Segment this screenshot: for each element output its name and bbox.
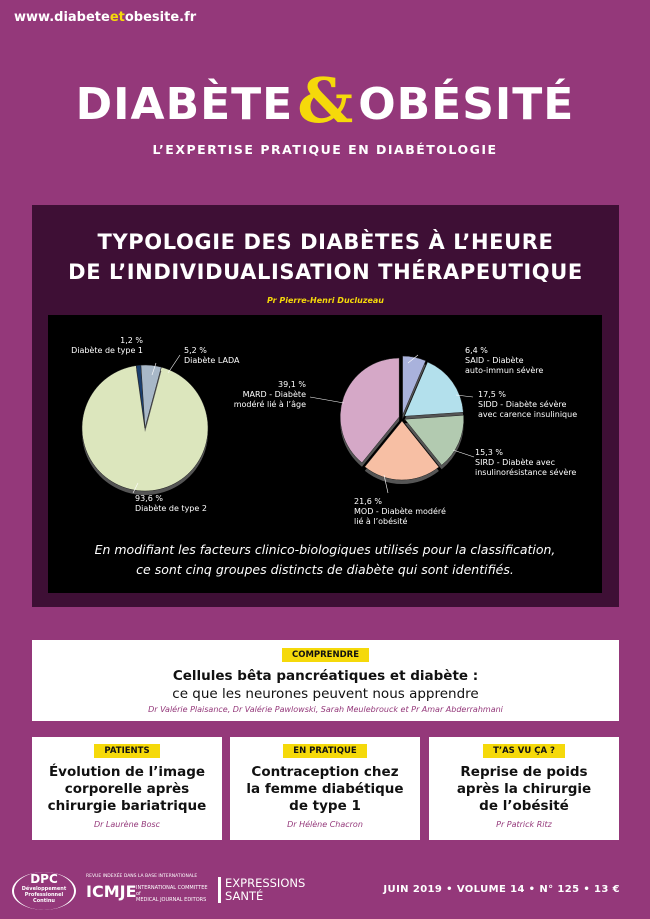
leader-line [168, 355, 180, 373]
data-label: MARD - Diabète [242, 390, 306, 399]
feature-article[interactable] [32, 205, 619, 607]
data-label: 21,6 % [354, 497, 382, 506]
data-label: 39,1 % [278, 380, 306, 389]
data-label: MOD - Diabète modéré [354, 507, 446, 516]
comprendre-card[interactable] [32, 640, 619, 721]
dpc-logo [18, 872, 70, 904]
title-line: la femme diabétique [246, 781, 404, 797]
data-label: SAID - Diabète [465, 356, 524, 365]
title-line: Évolution de l’image [48, 764, 206, 780]
tas-vu-ca-card[interactable] [429, 737, 619, 840]
caption-line: En modifiant les facteurs clinico-biologiques utilisés pour la classification, [94, 542, 556, 557]
data-label: Diabète de type 1 [71, 346, 143, 355]
section-tag: PATIENTS [94, 744, 159, 758]
logo-ampersand: & [297, 64, 355, 137]
publisher-line: EXPRESSIONS [225, 876, 306, 890]
article-author: Dr Laurène Bosc [93, 820, 161, 829]
icmje-note: REVUE INDEXÉE DANS LA BASE INTERNATIONALE [86, 874, 198, 879]
data-label: 6,4 % [465, 346, 488, 355]
dpc-text: Professionnel [24, 892, 64, 898]
section-tag: COMPRENDRE [282, 648, 369, 662]
data-label: 1,2 % [120, 336, 143, 345]
feature-author: Pr Pierre-Henri Ducluzeau [267, 296, 384, 305]
logo-word: DIABÈTE [75, 78, 294, 130]
feature-title-line: DE L’INDIVIDUALISATION THÉRAPEUTIQUE [68, 260, 583, 284]
data-label: 5,2 % [184, 346, 207, 355]
pie-charts-panel [48, 315, 602, 593]
url-part: www.diabete [14, 10, 110, 25]
dpc-text: Développement [21, 886, 67, 892]
article-author: Dr Hélène Chacron [287, 820, 363, 829]
data-label: SIDD - Diabète sévère [478, 400, 567, 409]
icmje-fullname [136, 885, 208, 903]
data-label: lié à l’obésité [354, 517, 408, 526]
article-authors: Dr Valérie Plaisance, Dr Valérie Pawlowski, Sarah Meulebrouck et Pr Amar Abderrahmani [148, 705, 503, 714]
caption-line: ce sont cinq groupes distincts de diabète qui sont identifiés. [136, 562, 514, 577]
data-label: Diabète de type 2 [135, 504, 207, 513]
data-label: 93,6 % [135, 494, 163, 503]
logo-word: OBÉSITÉ [358, 78, 575, 130]
data-label: insulinorésistance sévère [475, 468, 577, 477]
title-line: corporelle après [64, 781, 190, 797]
journal-logo [0, 64, 650, 137]
publisher-line: SANTÉ [225, 889, 264, 903]
leader-line [453, 450, 474, 457]
section-tag: EN PRATIQUE [283, 744, 366, 758]
article-title: Cellules bêta pancréatiques et diabète : [172, 668, 479, 684]
url-part: obesite.fr [124, 10, 197, 25]
site-url[interactable] [14, 10, 196, 25]
title-line: chirurgie bariatrique [47, 798, 207, 814]
feature-title-line: TYPOLOGIE DES DIABÈTES À L’HEURE [97, 230, 554, 254]
masthead [0, 64, 650, 157]
article-author: Pr Patrick Ritz [496, 820, 552, 829]
section-tag: T’AS VU ÇA ? [483, 744, 565, 758]
feature-title [32, 227, 619, 287]
dpc-text: DPC [30, 872, 58, 886]
title-line: après la chirurgie [456, 781, 592, 797]
title-line: de type 1 [289, 798, 361, 814]
data-label: 17,5 % [478, 390, 506, 399]
data-label: 15,3 % [475, 448, 503, 457]
icmje-logo: ICMJE [86, 882, 137, 901]
feature-caption [48, 540, 602, 580]
article-title [429, 764, 619, 815]
article-title [230, 764, 420, 815]
data-label: auto-immun sévère [465, 366, 544, 375]
title-line: Reprise de poids [460, 764, 588, 780]
data-label: SIRD - Diabète avec [475, 458, 555, 467]
icmje-fullname-line: MEDICAL JOURNAL EDITORS [136, 897, 207, 903]
title-line: de l’obésité [479, 798, 569, 814]
article-subtitle: ce que les neurones peuvent nous apprendre [172, 686, 479, 702]
leader-line [310, 397, 344, 403]
data-label: avec carence insulinique [478, 410, 578, 419]
en-pratique-card[interactable] [230, 737, 420, 840]
title-line: Contraception chez [251, 764, 399, 780]
icmje-fullname-line: INTERNATIONAL COMMITTEE of [136, 885, 208, 897]
dpc-text: Continu [33, 898, 55, 904]
data-label: Diabète LADA [184, 356, 240, 365]
patients-card[interactable] [32, 737, 222, 840]
url-part: et [109, 10, 125, 25]
data-label: modéré lié à l’âge [233, 400, 306, 409]
footer [0, 868, 650, 919]
article-title [32, 764, 222, 815]
issue-info: JUIN 2019 • VOLUME 14 • N° 125 • 13 € [383, 884, 620, 895]
journal-tagline: L’EXPERTISE PRATIQUE EN DIABÉTOLOGIE [152, 142, 498, 157]
publisher-logo [218, 877, 305, 903]
